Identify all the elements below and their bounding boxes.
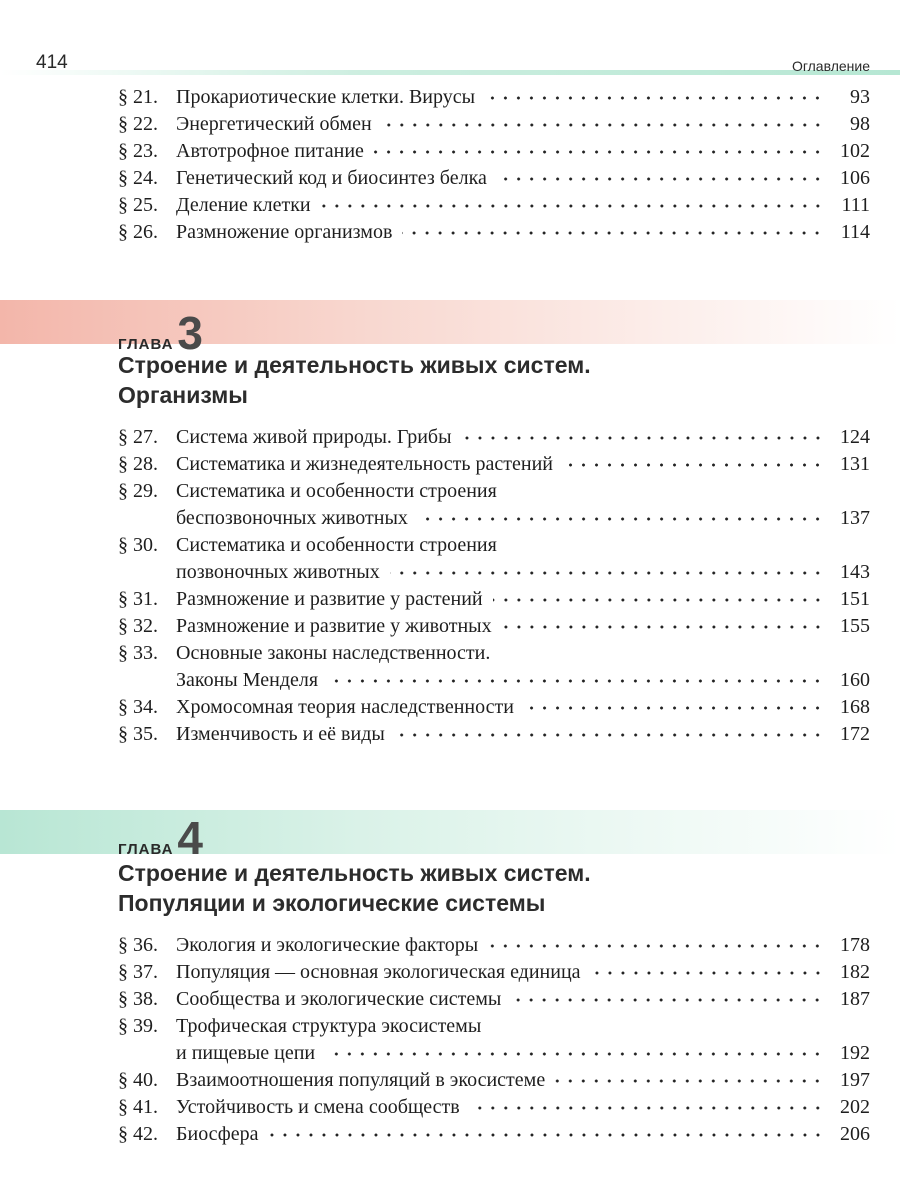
page-ref: 202 — [840, 1096, 870, 1118]
section-number: § 32. — [118, 615, 158, 637]
section-number: § 42. — [118, 1123, 158, 1145]
dot-leader — [395, 732, 824, 738]
section-number: § 34. — [118, 696, 158, 718]
toc-entry — [118, 138, 870, 165]
section-title: Трофическая структура экосистемы — [176, 1015, 482, 1037]
section-number: § 31. — [118, 588, 158, 610]
toc-entry — [118, 986, 870, 1013]
section-title: Размножение и развитие у растений — [176, 588, 483, 610]
page-ref: 151 — [840, 588, 870, 610]
section-title: Автотрофное питание — [176, 140, 364, 162]
toc-entry — [118, 721, 870, 748]
section-number: § 21. — [118, 86, 158, 108]
dot-leader — [390, 570, 824, 576]
dot-leader — [563, 462, 824, 468]
dot-leader — [462, 435, 824, 441]
dot-leader — [502, 624, 824, 630]
section-title: Экология и экологические факторы — [176, 934, 479, 956]
section-number: § 37. — [118, 961, 158, 983]
section-title: Размножение организмов — [176, 221, 393, 243]
chapter-title-line: Популяции и экологические системы — [118, 890, 546, 916]
toc-entry — [118, 84, 870, 111]
section-title: Систематика и жизнедеятельность растений — [176, 453, 553, 475]
page-ref: 182 — [840, 961, 870, 983]
toc-entry — [118, 219, 870, 246]
toc-entry — [118, 559, 870, 586]
chapter4-heading — [118, 812, 203, 864]
page-ref: 187 — [840, 988, 870, 1010]
section-title: Систематика и особенности строения — [176, 480, 497, 502]
dot-leader — [325, 1051, 824, 1057]
toc-entry — [118, 1040, 870, 1067]
chapter-label: ГЛАВА — [118, 336, 174, 353]
section-title: Изменчивость и её виды — [176, 723, 385, 745]
page-ref: 102 — [840, 140, 870, 162]
page-ref: 172 — [840, 723, 870, 745]
toc-entry — [118, 111, 870, 138]
toc-entry — [118, 932, 870, 959]
section-number: § 28. — [118, 453, 158, 475]
chapter-number: 4 — [177, 812, 203, 864]
toc-entry — [118, 424, 870, 451]
toc-entry — [118, 667, 870, 694]
page-ref: 137 — [840, 507, 870, 529]
section-title: Систематика и особенности строения — [176, 534, 497, 556]
dot-leader — [470, 1105, 824, 1111]
dot-leader — [321, 203, 824, 209]
toc-section-chapter4 — [118, 932, 870, 1148]
chapter-label: ГЛАВА — [118, 841, 174, 858]
toc-entry — [118, 959, 870, 986]
running-title: Оглавление — [791, 58, 870, 74]
toc-entry — [118, 640, 870, 667]
toc-entry — [118, 1094, 870, 1121]
toc-entry — [118, 1067, 870, 1094]
section-title: Популяция — основная экологическая единица — [176, 961, 581, 983]
toc-entry — [118, 1121, 870, 1148]
toc-entry — [118, 613, 870, 640]
dot-leader — [497, 176, 824, 182]
page-ref: 160 — [840, 669, 870, 691]
dot-leader — [418, 516, 824, 522]
section-number: § 29. — [118, 480, 158, 502]
section-number: § 41. — [118, 1096, 158, 1118]
chapter3-title — [118, 350, 591, 410]
toc-entry — [118, 586, 870, 613]
page-ref: 197 — [840, 1069, 870, 1091]
section-number: § 30. — [118, 534, 158, 556]
section-number: § 33. — [118, 642, 158, 664]
section-title: позвоночных животных — [176, 561, 380, 583]
dot-leader — [524, 705, 824, 711]
section-number: § 36. — [118, 934, 158, 956]
section-title: Генетический код и биосинтез белка — [176, 167, 487, 189]
dot-leader — [511, 997, 824, 1003]
page-ref: 93 — [850, 86, 870, 108]
section-title: Сообщества и экологические системы — [176, 988, 502, 1010]
section-title: Законы Менделя — [176, 669, 319, 691]
page-ref: 124 — [840, 426, 870, 448]
toc-entry — [118, 1013, 870, 1040]
section-number: § 22. — [118, 113, 158, 135]
section-title: Система живой природы. Грибы — [176, 426, 452, 448]
dot-leader — [591, 970, 824, 976]
chapter-title-line: Строение и деятельность живых систем. — [118, 352, 591, 378]
toc-entry — [118, 478, 870, 505]
toc-entry — [118, 532, 870, 559]
page-ref: 178 — [840, 934, 870, 956]
toc-entry — [118, 192, 870, 219]
toc-section-chapter3 — [118, 424, 870, 748]
page-ref: 131 — [840, 453, 870, 475]
section-number: § 35. — [118, 723, 158, 745]
section-number: § 27. — [118, 426, 158, 448]
dot-leader — [269, 1132, 824, 1138]
chapter4-title — [118, 858, 591, 918]
dot-leader — [402, 230, 824, 236]
page-ref: 192 — [840, 1042, 870, 1064]
page-header — [0, 0, 900, 75]
page-ref: 155 — [840, 615, 870, 637]
section-title: Размножение и развитие у животных — [176, 615, 492, 637]
toc-entry — [118, 451, 870, 478]
section-title: Биосфера — [176, 1123, 259, 1145]
dot-leader — [493, 597, 824, 603]
page-ref: 98 — [850, 113, 870, 135]
dot-leader — [382, 122, 824, 128]
dot-leader — [555, 1078, 824, 1084]
section-title: беспозвоночных животных — [176, 507, 408, 529]
page-ref: 168 — [840, 696, 870, 718]
page-ref: 111 — [841, 194, 870, 216]
section-number: § 38. — [118, 988, 158, 1010]
dot-leader — [485, 95, 824, 101]
section-number: § 24. — [118, 167, 158, 189]
section-number: § 23. — [118, 140, 158, 162]
section-title: и пищевые цепи — [176, 1042, 316, 1064]
section-title: Энергетический обмен — [176, 113, 372, 135]
page-number: 414 — [36, 52, 68, 73]
section-number: § 26. — [118, 221, 158, 243]
section-number: § 40. — [118, 1069, 158, 1091]
section-number: § 25. — [118, 194, 158, 216]
section-title: Прокариотические клетки. Вирусы — [176, 86, 476, 108]
dot-leader — [328, 678, 824, 684]
chapter-title-line: Строение и деятельность живых систем. — [118, 860, 591, 886]
page-ref: 114 — [840, 221, 870, 243]
page-ref: 143 — [840, 561, 870, 583]
chapter-number: 3 — [177, 307, 203, 359]
page-ref: 106 — [840, 167, 870, 189]
section-title: Взаимоотношения популяций в экосистеме — [176, 1069, 546, 1091]
section-number: § 39. — [118, 1015, 158, 1037]
toc-section-chapter2-tail — [118, 84, 870, 246]
page-ref: 206 — [840, 1123, 870, 1145]
section-title: Хромосомная теория наследственности — [176, 696, 514, 718]
toc-entry — [118, 694, 870, 721]
section-title: Устойчивость и смена сообществ — [176, 1096, 460, 1118]
chapter-title-line: Организмы — [118, 382, 248, 408]
toc-entry — [118, 165, 870, 192]
toc-entry — [118, 505, 870, 532]
section-title: Основные законы наследственности. — [176, 642, 491, 664]
dot-leader — [374, 149, 824, 155]
dot-leader — [488, 943, 824, 949]
header-color-bar — [0, 70, 900, 75]
section-title: Деление клетки — [176, 194, 311, 216]
